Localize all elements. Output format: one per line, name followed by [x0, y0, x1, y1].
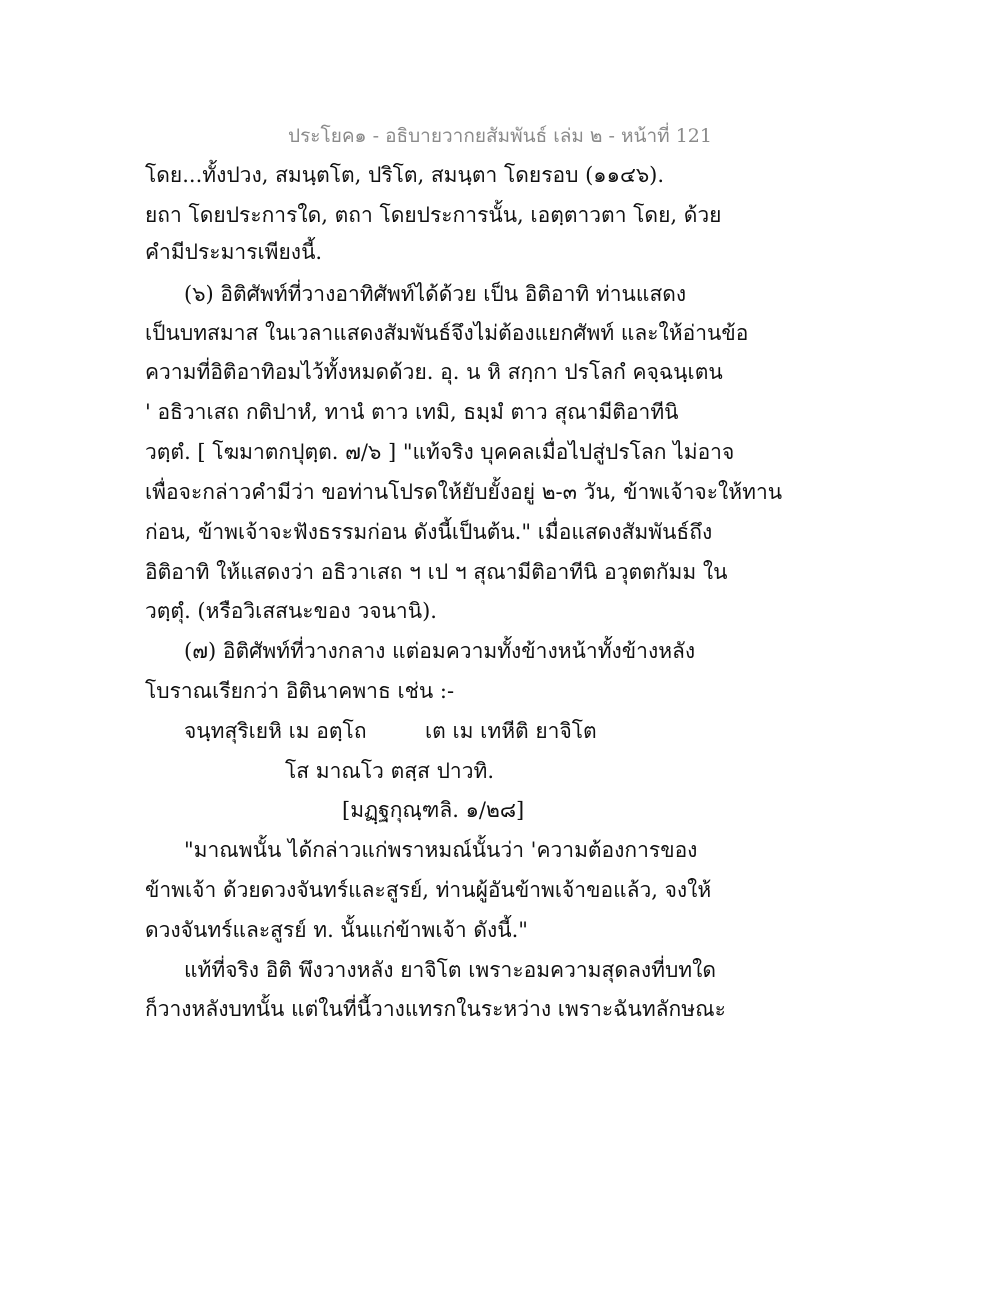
verse-line: จนฺทสุริเยหิ เม อตฺโถ	[184, 719, 367, 743]
text-line: ' อธิวาเสถ กติปาหํ, ทานํ ตาว เทมิ, ธมฺมํ ตาว สุณามีติอาทีนิ	[145, 400, 679, 424]
text-line: โดย...ทั้งปวง, สมนฺตโต, ปริโต, สมนฺตา โดยรอบ (๑๑๔๖).	[145, 163, 665, 187]
text-line: วตฺตํ. [ โฆมาตกปุตฺต. ๗/๖ ] "แท้จริง บุคคลเมื่อไปสู่ปรโลก ไม่อาจ	[145, 440, 735, 464]
text-line: คำมีประมารเพียงนี้.	[145, 240, 323, 264]
text-line: โบราณเรียกว่า อิตินาคพาธ เช่น :-	[145, 679, 455, 703]
text-line: อิติอาทิ ให้แสดงว่า อธิวาเสถ ฯ เป ฯ สุณามีติอาทีนิ อวุตตกัมม ใน	[145, 560, 728, 584]
text-line: ข้าพเจ้า ด้วยดวงจันทร์และสูรย์, ท่านผู้อันข้าพเจ้าขอแล้ว, จงให้	[145, 878, 712, 902]
verse-line: โส มาณโว ตสฺส ปาวทิ.	[285, 759, 495, 783]
text-line: "มาณพนั้น ได้กล่าวแก่พราหมณ์นั้นว่า 'ความต้องการของ	[184, 838, 698, 862]
text-line: แท้ที่จริง อิติ พึงวางหลัง ยาจิโต เพราะอมความสุดลงที่บทใด	[184, 958, 717, 982]
text-line: เพื่อจะกล่าวคำมีว่า ขอท่านโปรดให้ยับยั้งอยู่ ๒-๓ วัน, ข้าพเจ้าจะให้ทาน	[145, 480, 783, 504]
text-line: (๗) อิติศัพท์ที่วางกลาง แต่อมความทั้งข้างหน้าทั้งข้างหลัง	[184, 639, 696, 663]
text-line: (๖) อิติศัพท์ที่วางอาทิศัพท์ได้ด้วย เป็น อิติอาทิ ท่านแสดง	[184, 282, 687, 306]
text-line: ดวงจันทร์และสูรย์ ท. นั้นแก่ข้าพเจ้า ดังนี้."	[145, 918, 528, 942]
page-header: ประโยค๑ - อธิบายวากยสัมพันธ์ เล่ม ๒ - หน้าที่ 121	[288, 125, 712, 147]
citation: [มฏฺฐกุณฺฑลิ. ๑/๒๘]	[342, 798, 525, 822]
verse-line: เต เม เทหีติ ยาจิโต	[425, 719, 597, 743]
text-line: ก่อน, ข้าพเจ้าจะฟังธรรมก่อน ดังนี้เป็นต้น." เมื่อแสดงสัมพันธ์ถึง	[145, 520, 713, 544]
text-line: ความที่อิติอาทิอมไว้ทั้งหมดด้วย. อุ. น หิ สกฺกา ปรโลกํ คจฺฉนฺเตน	[145, 360, 723, 384]
text-line: วตฺตุํ. (หรือวิเสสนะของ วจนานิ).	[145, 599, 437, 623]
text-line: เป็นบทสมาส ในเวลาแสดงสัมพันธ์จึงไม่ต้องแยกศัพท์ และให้อ่านข้อ	[145, 321, 749, 345]
text-line: ก็วางหลังบทนั้น แต่ในที่นี้วางแทรกในระหว่าง เพราะฉันทลักษณะ	[145, 997, 726, 1021]
text-line: ยถา โดยประการใด, ตถา โดยประการนั้น, เอตฺตาวตา โดย, ด้วย	[145, 203, 722, 227]
